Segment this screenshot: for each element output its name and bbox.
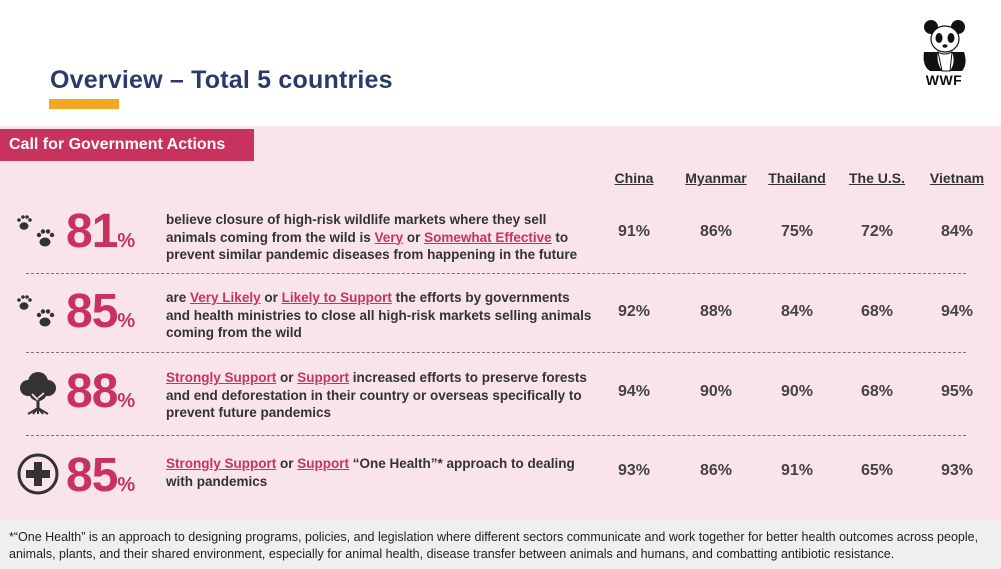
title-underline <box>49 99 119 109</box>
row-description: are Very Likely or Likely to Support the efforts by governments and health ministries to close all high-risk markets selling animals coming from the wild <box>166 290 592 340</box>
column-header-vietnam: Vietnam <box>929 170 985 186</box>
summary-percent: 85% <box>66 285 136 338</box>
column-header-thailand: Thailand <box>768 170 826 186</box>
table-row <box>0 276 1001 346</box>
paw-prints-icon <box>14 210 62 258</box>
wwf-logo <box>918 18 970 90</box>
tree-icon <box>14 368 62 416</box>
row-divider <box>26 352 966 353</box>
row-divider <box>26 435 966 436</box>
value-vietnam: 95% <box>940 383 974 400</box>
paw-prints-icon <box>14 290 62 338</box>
value-thailand: 75% <box>780 223 814 240</box>
row-description: believe closure of high-risk wildlife markets where they sell animals coming from the wild is Very or Somewhat Effective to prevent similar pandemic diseases from happening in the future <box>166 212 578 262</box>
summary-percent: 81% <box>66 205 136 258</box>
value-thailand: 84% <box>780 303 814 320</box>
section-label: Call for Government Actions <box>0 129 254 161</box>
value-us: 68% <box>860 383 894 400</box>
health-cross-icon <box>14 450 62 498</box>
value-myanmar: 90% <box>699 383 733 400</box>
panda-icon <box>918 18 970 72</box>
value-thailand: 91% <box>780 462 814 479</box>
row-divider <box>26 273 966 274</box>
row-description: Strongly Support or Support “One Health”* approach to dealing with pandemics <box>166 456 575 489</box>
column-header-china: China <box>614 170 654 186</box>
value-us: 68% <box>860 303 894 320</box>
page-title: Overview – Total 5 countries <box>50 66 393 94</box>
value-vietnam: 93% <box>940 462 974 479</box>
value-china: 91% <box>617 223 651 240</box>
value-vietnam: 94% <box>940 303 974 320</box>
value-myanmar: 86% <box>699 462 733 479</box>
logo-text: WWF <box>925 72 963 88</box>
table-row <box>0 196 1001 266</box>
value-china: 93% <box>617 462 651 479</box>
table-row <box>0 356 1001 426</box>
value-myanmar: 88% <box>699 303 733 320</box>
value-china: 94% <box>617 383 651 400</box>
column-header-us: The U.S. <box>848 170 905 186</box>
value-vietnam: 84% <box>940 223 974 240</box>
value-thailand: 90% <box>780 383 814 400</box>
value-china: 92% <box>617 303 651 320</box>
value-us: 72% <box>860 223 894 240</box>
summary-percent: 88% <box>66 365 136 418</box>
value-myanmar: 86% <box>699 223 733 240</box>
table-row <box>0 438 1001 508</box>
footnote: *“One Health” is an approach to designing programs, policies, and legislation where different sectors communicate and work together for better health outcomes across people, animals, plants, and their shared environment, especially for animal health, disease transfer between animals and humans, and combatting antibiotic resistance. <box>0 520 1001 569</box>
value-us: 65% <box>860 462 894 479</box>
column-header-myanmar: Myanmar <box>685 170 747 186</box>
row-description: Strongly Support or Support increased efforts to preserve forests and end deforestation in their country or overseas specifically to prevent future pandemics <box>166 370 587 420</box>
summary-percent: 85% <box>66 449 136 502</box>
